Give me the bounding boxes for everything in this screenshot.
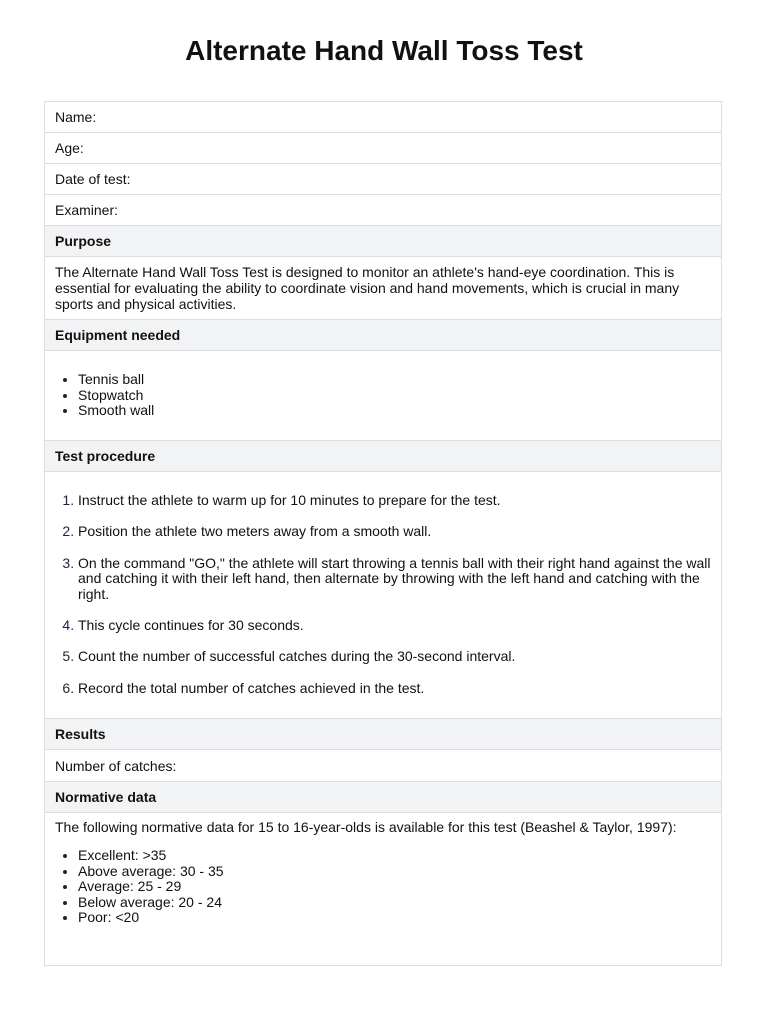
equipment-heading-text: Equipment needed — [55, 327, 181, 343]
purpose-section — [45, 257, 721, 320]
assessment-form — [44, 101, 722, 966]
examiner-field[interactable] — [45, 195, 721, 226]
procedure-heading-text: Test procedure — [55, 448, 156, 464]
procedure-step: 1. Instruct the athlete to warm up for 10 minutes to prepare for the test. — [78, 493, 711, 509]
procedure-step: 2. Position the athlete two meters away from a smooth wall. — [78, 524, 711, 540]
results-heading — [45, 719, 721, 750]
procedure-section — [45, 472, 721, 719]
equipment-heading — [45, 320, 721, 351]
equipment-section — [45, 351, 721, 441]
normative-item: • Poor: <20 — [78, 910, 711, 926]
normative-list — [55, 848, 711, 926]
procedure-step: 5. Count the number of successful catches during the 30-second interval. — [78, 649, 711, 665]
name-label: Name: — [55, 109, 97, 125]
date-of-test-field[interactable] — [45, 164, 721, 195]
age-label: Age: — [55, 140, 84, 156]
normative-item: • Average: 25 - 29 — [78, 879, 711, 895]
equipment-item: • Smooth wall — [78, 403, 711, 419]
equipment-item: • Tennis ball — [78, 372, 711, 388]
page-title: Alternate Hand Wall Toss Test — [185, 35, 583, 66]
equipment-item: • Stopwatch — [78, 388, 711, 404]
procedure-step: 3. On the command "GO," the athlete will start throwing a tennis ball with their right hand against the wall and catching it with their left hand, then alternate by throwing with the left hand and catching with the right. — [78, 556, 711, 603]
normative-item: • Below average: 20 - 24 — [78, 895, 711, 911]
age-field[interactable] — [45, 133, 721, 164]
results-heading-text: Results — [55, 726, 106, 742]
examiner-label: Examiner: — [55, 202, 119, 218]
normative-item: • Above average: 30 - 35 — [78, 864, 711, 880]
catches-label: Number of catches: — [55, 757, 177, 774]
procedure-step: 6. Record the total number of catches achieved in the test. — [78, 681, 711, 697]
normative-heading-text: Normative data — [55, 789, 157, 805]
procedure-step: 4. This cycle continues for 30 seconds. — [78, 618, 711, 634]
purpose-heading-text: Purpose — [55, 233, 112, 249]
name-field[interactable] — [45, 102, 721, 133]
normative-section — [45, 813, 721, 965]
purpose-heading — [45, 226, 721, 257]
purpose-text: The Alternate Hand Wall Toss Test is designed to monitor an athlete's hand-eye coordination. This is essential for evaluating the ability to coordinate vision and hand movements, which is crucial in many sports and physical activities. — [55, 264, 680, 312]
normative-heading — [45, 782, 721, 813]
normative-item: • Excellent: >35 — [78, 848, 711, 864]
date-of-test-label: Date of test: — [55, 171, 131, 187]
catches-field[interactable] — [45, 750, 721, 782]
normative-intro: The following normative data for 15 to 16-year-olds is available for this test (Beashel & Taylor, 1997): — [55, 819, 677, 835]
procedure-heading — [45, 441, 721, 472]
procedure-steps — [55, 493, 711, 696]
equipment-list — [55, 372, 711, 419]
